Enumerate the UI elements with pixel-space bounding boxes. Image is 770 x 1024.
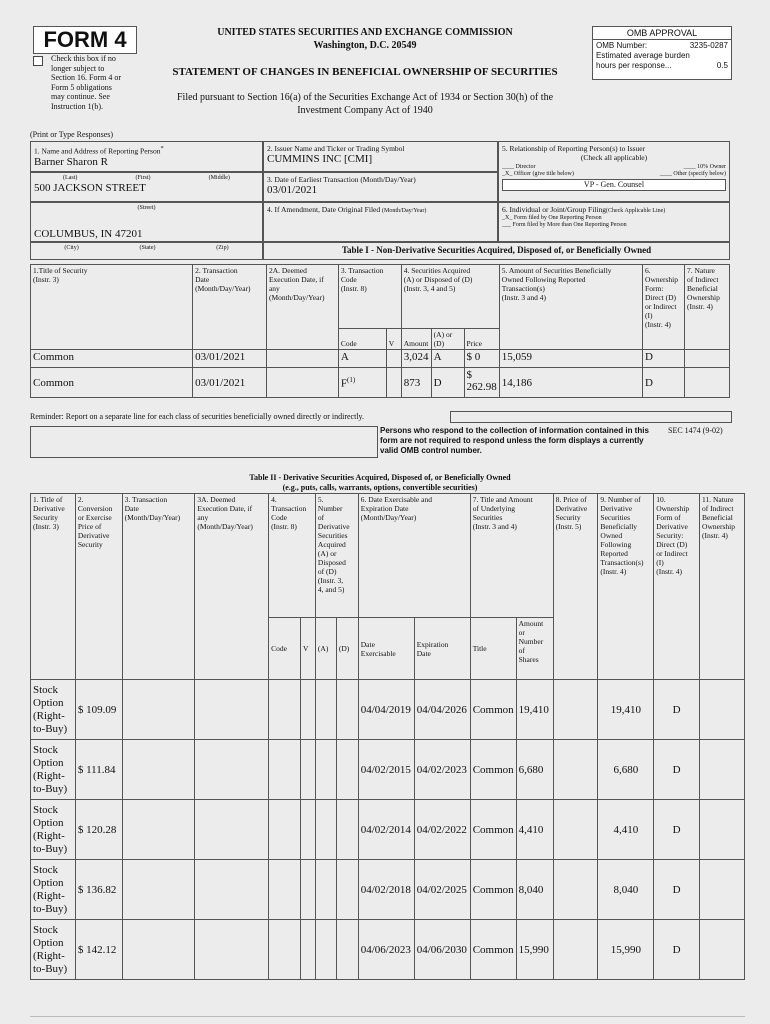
t1-header-owned: 5. Amount of Securities Beneficially Owned Following Reported Transaction(s) (Instr. 3 and 4): [499, 265, 642, 350]
t2-cell-owned: 8,040: [598, 860, 654, 920]
t2-cell-u-title: Common: [470, 680, 516, 740]
omb-hours: 0.5: [716, 61, 728, 70]
t2-cell-empty: [315, 860, 336, 920]
t2-header-price: 8. Price of Derivative Security (Instr. 5): [553, 494, 598, 680]
t2-cell-form: D: [654, 740, 700, 800]
table-row: Common 03/01/2021 A 3,024 A $ 0 15,059 D: [31, 350, 730, 368]
t2-cell-u-amount: 4,410: [516, 800, 553, 860]
table-row: [31, 860, 745, 920]
t1-header-form: 6. Ownership Form: Direct (D) or Indirect (I) (Instr. 4): [643, 265, 685, 350]
table2-title: Table II - Derivative Securities Acquired, Disposed of, or Beneficially Owned: [249, 473, 511, 482]
t2-cell-title: Stock Option (Right- to-Buy): [31, 740, 76, 800]
t2-cell-empty: [300, 680, 315, 740]
t1-header-securities: 4. Securities Acquired (A) or Disposed of (D) (Instr. 3, 4 and 5): [401, 265, 499, 329]
filed-pursuant-line1: Filed pursuant to Section 16(a) of the Securities Exchange Act of 1934 or Section 30(h) of the: [176, 92, 554, 103]
t2-cell-u-amount: 8,040: [516, 860, 553, 920]
t2-header-nature: 11. Nature of Indirect Beneficial Ownership (Instr. 4): [700, 494, 745, 680]
t2-cell-form: D: [654, 860, 700, 920]
t2-cell-empty: [700, 920, 745, 980]
t2-cell-expiration: 04/06/2030: [414, 920, 470, 980]
reporting-person-street-cell: (Last) (First) (Middle) 500 JACKSON STREET: [30, 172, 263, 202]
derivative-table: 1. Title of Derivative Security (Instr. 3) 2. Conversion or Exercise Price of Derivative Security 3. Transaction Date (Month/Day/Year) 3A. Deemed Execution Date, if any (Month/Day/Year) 4. Transaction Code (Instr. 8) 5. Number of Derivative Securities Acquired (A) or Disposed of (D) (Instr. 3, 4, and 5) 6. Date Exercisable and Expiration Date (Month/Day/Year) 7. Title and Amount of Underlying Securities (Instr. 3 and 4) 8. Price of Derivative Security (Instr. 5) 9. Number of Derivative Securities Beneficially Owned Following Reported Transaction(s) (Instr. 4) 10. Ownership Form of Derivative Security: Direct (D) or Indirect (I) (Instr. 4) 11. Nature of Indirect Beneficial Ownership (Instr. 4) Code V (A) (D) Date Exercisable Expiration Date Title Amount or Number of Shares Stock Option (Right- to-Buy) $ 109.09 04/04/2019 04/04/2026 Common 19,410 19,410 D Stock Option (Right- to-Buy) $ 111.84 04/02/2015 04/02/2023 Common 6,680 6,680 D Stock Option (Right- to-Buy) $ 120.28 04/02/2014 04/02/2022 Common 4,410 4,410 D Stock Option (Right- to-Buy) $ 136.82 04/02/2018 04/02/2025 Common 8,040 8,040 D Stock Option (Right- to-Buy) $ 142.12 04/06/2023 04/06/2030 Common 15,990 15,990 D: [30, 493, 745, 980]
t2-cell-owned: 15,990: [598, 920, 654, 980]
issuer-name: CUMMINS INC [CMI]: [267, 153, 373, 165]
t2-cell-exercisable: 04/02/2015: [358, 740, 414, 800]
footnote-ref: (1): [347, 375, 356, 384]
table1-title: Table I - Non-Derivative Securities Acquired, Disposed of, or Beneficially Owned: [341, 245, 652, 255]
one-person-check-mark: X: [505, 215, 510, 221]
city-state-zip-labels: (City) (State) (Zip): [30, 242, 263, 260]
table-row: [31, 740, 745, 800]
t2-cell-empty: [315, 740, 336, 800]
t1-header-nature: 7. Nature of Indirect Beneficial Ownership (Instr. 4): [684, 265, 729, 350]
t1-header-date: 2. Transaction Date (Month/Day/Year): [193, 265, 267, 350]
t2-cell-empty: [195, 680, 269, 740]
t2-cell-empty: [122, 680, 195, 740]
t2-cell-expiration: 04/02/2023: [414, 740, 470, 800]
t2-cell-empty: [336, 860, 358, 920]
t2-cell-exercisable: 04/02/2018: [358, 860, 414, 920]
agency-name: UNITED STATES SECURITIES AND EXCHANGE COMMISSION: [217, 27, 513, 38]
t2-cell-owned: 4,410: [598, 800, 654, 860]
t2-cell-empty: [269, 680, 301, 740]
t2-cell-empty: [336, 920, 358, 980]
t2-cell-empty: [315, 920, 336, 980]
t2-header-date: 3. Transaction Date (Month/Day/Year): [122, 494, 195, 680]
agency-location: Washington, D.C. 20549: [313, 40, 417, 51]
t2-cell-empty: [700, 860, 745, 920]
reminder-text: Reminder: Report on a separate line for each class of securities beneficially owned directly or indirectly.: [30, 412, 365, 421]
t2-header-owned: 9. Number of Derivative Securities Beneficially Owned Following Reported Transaction(s) (Instr. 4): [598, 494, 654, 680]
t2-cell-title: Stock Option (Right- to-Buy): [31, 860, 76, 920]
t2-cell-price: $ 136.82: [75, 860, 122, 920]
t2-cell-empty: [195, 860, 269, 920]
t2-cell-owned: 19,410: [598, 680, 654, 740]
t2-cell-empty: [336, 680, 358, 740]
t1-header-deemed: 2A. Deemed Execution Date, if any (Month/Day/Year): [266, 265, 338, 350]
t2-cell-expiration: 04/04/2026: [414, 680, 470, 740]
t2-header-title: 1. Title of Derivative Security (Instr. 3): [31, 494, 76, 680]
t2-header-code: 4. Transaction Code (Instr. 8): [269, 494, 316, 618]
statement-title: STATEMENT OF CHANGES IN BENEFICIAL OWNERSHIP OF SECURITIES: [172, 66, 558, 78]
t2-cell-u-title: Common: [470, 800, 516, 860]
t2-cell-u-title: Common: [470, 920, 516, 980]
t2-cell-price: $ 109.09: [75, 680, 122, 740]
t2-cell-empty: [122, 800, 195, 860]
omb-approval-box: [592, 26, 732, 80]
t2-cell-empty: [122, 860, 195, 920]
non-derivative-table: 1.Title of Security (Instr. 3) 2. Transaction Date (Month/Day/Year) 2A. Deemed Execution Date, if any (Month/Day/Year) 3. Transaction Code (Instr. 8) 4. Securities Acquired (A) or Disposed of (D) (Instr. 3, 4 and 5) 5. Amount of Securities Beneficially Owned Following Reported Transaction(s) (Instr. 3 and 4) 6. Ownership Form: Direct (D) or Indirect (I) (Instr. 4) 7. Nature of Indirect Beneficial Ownership (Instr. 4) Code V Amount (A) or (D) Price Common 03/01/2021 A 3,024 A $ 0 15,059 D Common 03/01/2021 $F^{(1)}$ 873 D $ 262.98 14,186 D: [30, 264, 730, 398]
no-longer-subject-checkbox[interactable]: [33, 56, 43, 66]
t2-cell-empty: [269, 860, 301, 920]
t2-header-form: 10. Ownership Form of Derivative Security: Direct (D) or Indirect (I) (Instr. 4): [654, 494, 700, 680]
t2-header-exercisable: 6. Date Exercisable and Expiration Date (Month/Day/Year): [358, 494, 470, 618]
persons-notice: Persons who respond to the collection of information contained in this form are not required to respond unless the form displays a currently valid OMB control number.: [380, 426, 649, 455]
t2-cell-price: $ 142.12: [75, 920, 122, 980]
table-row: Common 03/01/2021 $F^{(1)}$ 873 D $ 262.98 14,186 D: [31, 368, 730, 398]
t2-cell-empty: [122, 740, 195, 800]
t2-cell-form: D: [654, 800, 700, 860]
t2-cell-empty: [553, 860, 598, 920]
t1-header-title: 1.Title of Security (Instr. 3): [31, 265, 193, 350]
checkbox-instructions: Check this box if no longer subject to Section 16. Form 4 or Form 5 obligations may continue. See Instruction 1(b).: [51, 54, 121, 111]
table2-subtitle: (e.g., puts, calls, warrants, options, convertible securities): [282, 483, 478, 492]
officer-check-mark: X: [505, 171, 510, 177]
t2-cell-empty: [269, 920, 301, 980]
t2-cell-title: Stock Option (Right- to-Buy): [31, 920, 76, 980]
sec-number: SEC 1474 (9-02): [668, 426, 723, 435]
omb-hours-label: hours per response...: [596, 61, 672, 70]
t2-cell-exercisable: 04/06/2023: [358, 920, 414, 980]
t2-cell-empty: [300, 740, 315, 800]
t2-cell-expiration: 04/02/2022: [414, 800, 470, 860]
t2-cell-empty: [700, 680, 745, 740]
t2-cell-empty: [269, 800, 301, 860]
relationship-cell: 5. Relationship of Reporting Person(s) to Issuer (Check all applicable) ____ Director ____ 10% Owner _X_ Officer (give title below) ____ Other (specify below) VP - Gen. Counsel: [498, 141, 730, 202]
t2-cell-empty: [553, 740, 598, 800]
t2-cell-empty: [336, 740, 358, 800]
t2-cell-empty: [700, 740, 745, 800]
earliest-transaction-cell: 3. Date of Earliest Transaction (Month/Day/Year) 03/01/2021: [263, 172, 498, 202]
officer-title: VP - Gen. Counsel: [502, 179, 726, 191]
form-title: FORM 4: [33, 26, 137, 54]
t2-cell-u-title: Common: [470, 860, 516, 920]
table-row: [31, 800, 745, 860]
omb-number: 3235-0287: [689, 41, 728, 50]
t2-cell-empty: [195, 740, 269, 800]
t2-cell-empty: [300, 920, 315, 980]
table-row: [31, 920, 745, 980]
t2-cell-exercisable: 04/04/2019: [358, 680, 414, 740]
t2-header-number: 5. Number of Derivative Securities Acquired (A) or Disposed of (D) (Instr. 3, 4, and 5): [315, 494, 358, 618]
page-bottom-strip: [30, 1016, 745, 1017]
t2-cell-empty: [553, 800, 598, 860]
table1-title-cell: [263, 242, 730, 260]
t2-cell-empty: [553, 680, 598, 740]
t2-cell-owned: 6,680: [598, 740, 654, 800]
table-row: [31, 680, 745, 740]
t2-cell-exercisable: 04/02/2014: [358, 800, 414, 860]
t2-cell-form: D: [654, 920, 700, 980]
t2-cell-u-amount: 15,990: [516, 920, 553, 980]
issuer-cell: 2. Issuer Name and Ticker or Trading Symbol CUMMINS INC [CMI]: [263, 141, 498, 172]
t2-header-deemed: 3A. Deemed Execution Date, if any (Month/Day/Year): [195, 494, 269, 680]
t2-cell-empty: [700, 800, 745, 860]
t2-cell-empty: [315, 800, 336, 860]
reminder-right-bar: [450, 411, 732, 423]
omb-title: OMB APPROVAL: [593, 27, 731, 40]
reporting-person-name-cell: 1. Name and Address of Reporting Person* Barner Sharon R: [30, 141, 263, 172]
reporting-person-city: COLUMBUS, IN 47201: [34, 228, 143, 240]
t2-cell-expiration: 04/02/2025: [414, 860, 470, 920]
reporting-person-city-cell: (Street) COLUMBUS, IN 47201: [30, 202, 263, 242]
t2-cell-empty: [300, 860, 315, 920]
t2-cell-form: D: [654, 680, 700, 740]
t2-cell-price: $ 111.84: [75, 740, 122, 800]
t2-cell-empty: [195, 920, 269, 980]
t2-cell-empty: [195, 800, 269, 860]
print-note: (Print or Type Responses): [30, 130, 114, 139]
t2-header-underlying: 7. Title and Amount of Underlying Securities (Instr. 3 and 4): [470, 494, 553, 618]
reminder-blank-box: [30, 426, 378, 458]
t2-cell-empty: [300, 800, 315, 860]
filed-pursuant-line2: Investment Company Act of 1940: [297, 105, 433, 116]
t2-cell-empty: [315, 680, 336, 740]
t2-cell-u-title: Common: [470, 740, 516, 800]
t2-cell-u-amount: 6,680: [516, 740, 553, 800]
t2-header-conversion: 2. Conversion or Exercise Price of Derivative Security: [75, 494, 122, 680]
t2-cell-empty: [553, 920, 598, 980]
t2-cell-empty: [122, 920, 195, 980]
reporting-person-street: 500 JACKSON STREET: [34, 182, 146, 194]
filing-cell: 6. Individual or Joint/Group Filing(Check Applicable Line) _X_ Form filed by One Reporting Person ___ Form filed by More than One Reporting Person: [498, 202, 730, 242]
t2-cell-price: $ 120.28: [75, 800, 122, 860]
amendment-cell: 4. If Amendment, Date Original Filed (Month/Day/Year): [263, 202, 498, 242]
t2-cell-title: Stock Option (Right- to-Buy): [31, 800, 76, 860]
t2-cell-empty: [269, 740, 301, 800]
t2-cell-title: Stock Option (Right- to-Buy): [31, 680, 76, 740]
t2-cell-empty: [336, 800, 358, 860]
reporting-person-name: Barner Sharon R: [34, 155, 108, 168]
omb-number-label: OMB Number:: [596, 41, 648, 50]
t2-cell-u-amount: 19,410: [516, 680, 553, 740]
omb-burden-label: Estimated average burden: [596, 51, 690, 60]
earliest-transaction-date: 03/01/2021: [267, 184, 318, 196]
t1-header-code: 3. Transaction Code (Instr. 8): [338, 265, 401, 329]
